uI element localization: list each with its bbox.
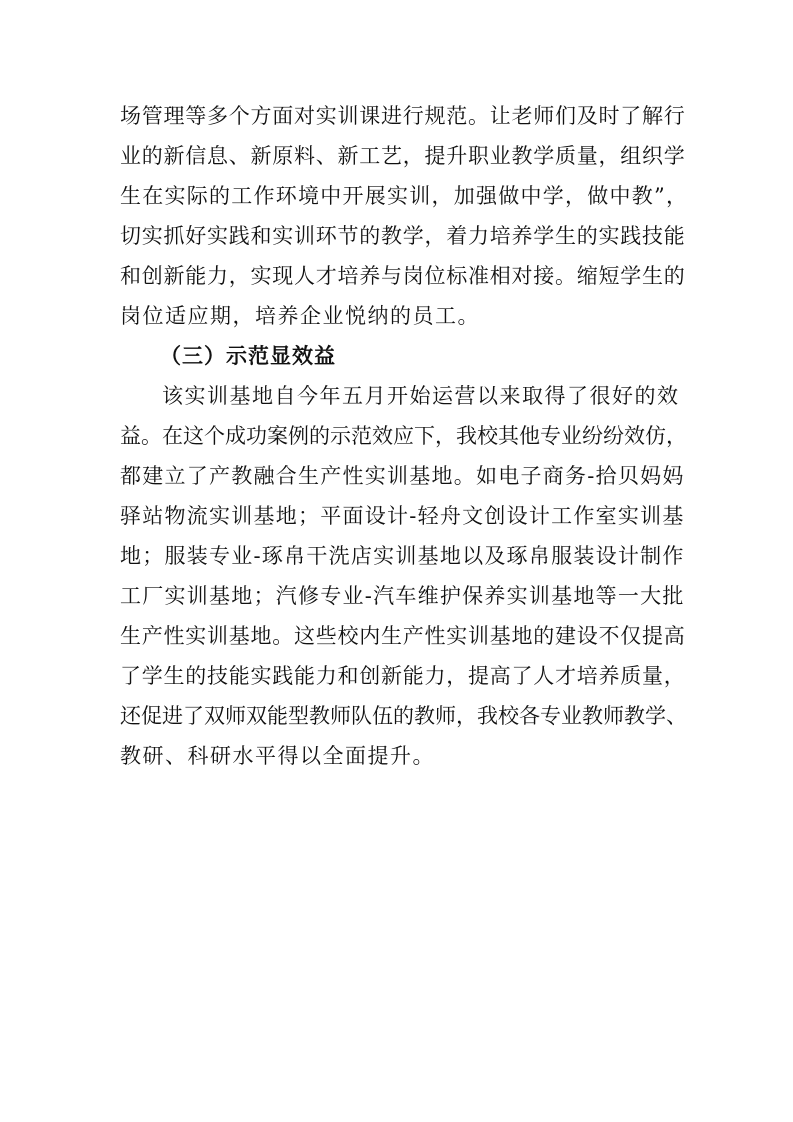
paragraph-2-line-3: 都建立了产教融合生产性实训基地。如电子商务-拾贝妈妈 xyxy=(120,464,685,488)
paragraph-1-line-4: 切实抓好实践和实训环节的教学，着力培养学生的实践技能 xyxy=(120,224,686,248)
paragraph-1-line-1: 场管理等多个方面对实训课进行规范。让老师们及时了解行 xyxy=(120,104,686,128)
paragraph-2-line-6: 工厂实训基地；汽修专业-汽车维护保养实训基地等一大批 xyxy=(120,584,685,608)
section-heading: （三）示范显效益 xyxy=(160,343,336,368)
paragraph-1-line-5: 和创新能力，实现人才培养与岗位标准相对接。缩短学生的 xyxy=(120,264,686,288)
paragraph-2-line-8: 了学生的技能实践能力和创新能力，提高了人才培养质量， xyxy=(120,664,686,688)
paragraph-2-line-5: 地；服装专业-琢帛干洗店实训基地以及琢帛服装设计制作 xyxy=(120,544,685,568)
paragraph-2-line-9: 还促进了双师双能型教师队伍的教师，我校各专业教师教学、 xyxy=(120,704,687,728)
paragraph-2-line-1: 该实训基地自今年五月开始运营以来取得了很好的效 xyxy=(162,384,680,408)
paragraph-2-line-7: 生产性实训基地。这些校内生产性实训基地的建设不仅提高 xyxy=(120,624,686,648)
paragraph-1-line-2: 业的新信息、新原料、新工艺，提升职业教学质量，组织学 xyxy=(120,144,686,168)
paragraph-2-line-10: 教研、科研水平得以全面提升。 xyxy=(120,744,435,768)
paragraph-1-line-3: 生在实际的工作环境中开展实训，加强做中学，做中教”， xyxy=(120,184,689,208)
paragraph-2-line-4: 驿站物流实训基地；平面设计-轻舟文创设计工作室实训基 xyxy=(120,504,685,528)
paragraph-2-line-2: 益。在这个成功案例的示范效应下，我校其他专业纷纷效仿， xyxy=(120,424,687,448)
paragraph-1-line-6: 岗位适应期，培养企业悦纳的员工。 xyxy=(120,304,480,328)
